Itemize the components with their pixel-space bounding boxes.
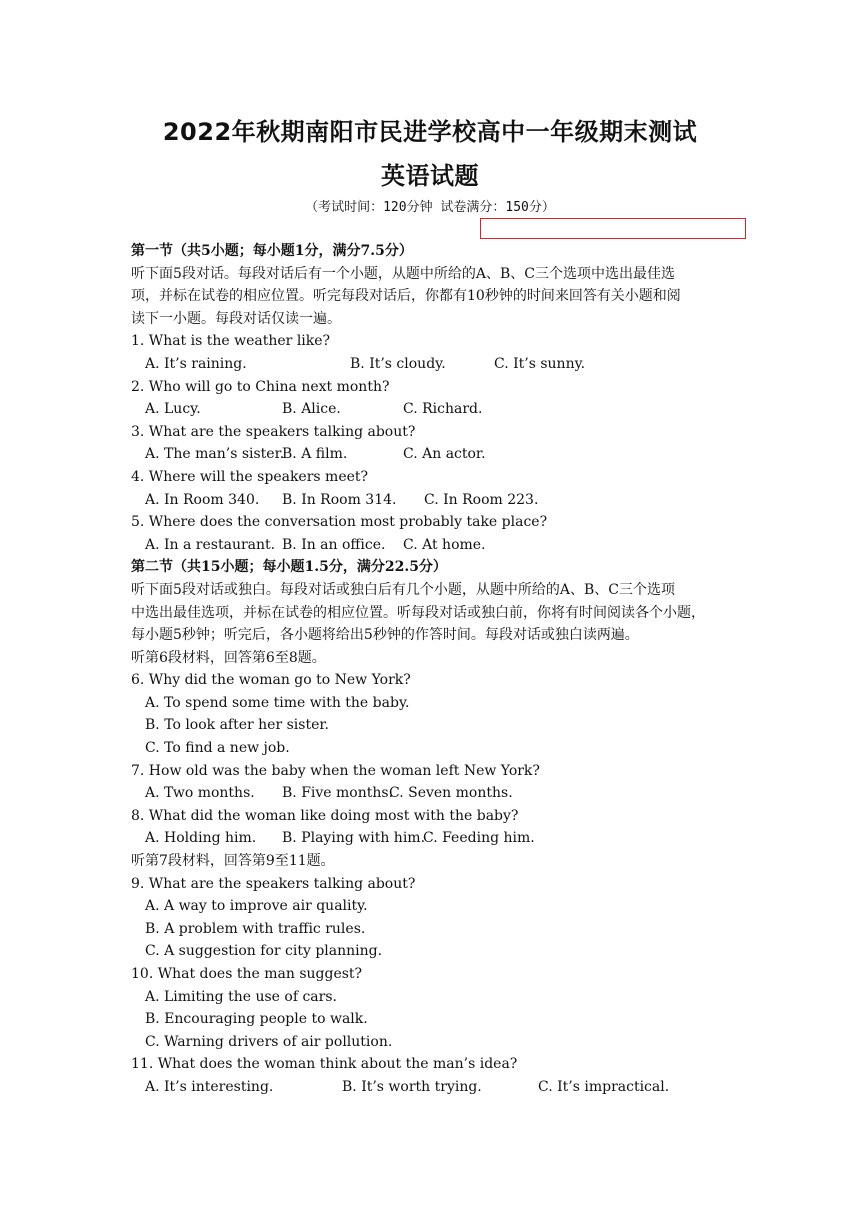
material-6-note: 听第6段材料，回答第6至8题。: [131, 649, 326, 666]
option-b: B. A problem with traffic rules.: [145, 920, 366, 937]
section2-instruction-line: 听下面5段对话或独白。每段对话或独白后有几个小题，从题中所给的A、B、C三个选项: [131, 581, 676, 598]
option-c: C. Richard.: [403, 401, 483, 418]
section1-instruction-line: 听下面5段对话。每段对话后有一个小题，从题中所给的A、B、C三个选项中选出最佳选: [131, 265, 676, 282]
question-2: 2. Who will go to China next month?: [131, 378, 390, 395]
option-c: C. An actor.: [403, 446, 486, 463]
option-c: C. It’s impractical.: [538, 1078, 670, 1095]
option-b: B. It’s worth trying.: [342, 1078, 482, 1095]
option-b: B. Playing with him.: [282, 830, 426, 847]
question-5: 5. Where does the conversation most probably take place?: [131, 514, 548, 531]
section1-heading: 第一节（共5小题；每小题1分，满分7.5分）: [131, 243, 413, 259]
section2-instruction-line: 每小题5秒钟；听完后，各小题将给出5秒钟的作答时间。每段对话或独白读两遍。: [131, 627, 639, 644]
question-7-options: [131, 782, 731, 805]
exam-title: 2022年秋期南阳市民进学校高中一年级期末测试: [162, 118, 698, 146]
question-8: 8. What did the woman like doing most with the baby?: [131, 807, 519, 824]
option-b: B. Five months.: [282, 785, 394, 802]
option-c: C. Seven months.: [389, 785, 513, 802]
option-b: B. In Room 314.: [282, 491, 397, 508]
option-a: A. To spend some time with the baby.: [145, 694, 410, 711]
question-3-options: [131, 443, 731, 466]
option-c: C. In Room 223.: [424, 491, 539, 508]
question-8-options: [131, 827, 731, 850]
option-a: A. Limiting the use of cars.: [145, 988, 337, 1005]
exam-body: [131, 240, 731, 1099]
option-a: A. It’s raining.: [145, 355, 247, 372]
option-c: C. A suggestion for city planning.: [145, 943, 383, 960]
section1-instruction-line: 项，并标在试卷的相应位置。听完每段对话后，你都有10秒钟的时间来回答有关小题和阅: [131, 288, 681, 305]
option-a: A. Two months.: [145, 785, 255, 802]
option-a: A. A way to improve air quality.: [145, 898, 368, 915]
question-11-options: [131, 1076, 731, 1099]
question-10: 10. What does the man suggest?: [131, 966, 363, 982]
option-b: B. It’s cloudy.: [350, 355, 446, 372]
option-b: B. Alice.: [282, 401, 341, 418]
option-a: A. In Room 340.: [145, 491, 260, 508]
option-a: A. Holding him.: [145, 830, 257, 847]
question-11: 11. What does the woman think about the man’s idea?: [131, 1056, 518, 1073]
option-c: C. To find a new job.: [145, 740, 290, 757]
question-3: 3. What are the speakers talking about?: [131, 423, 416, 440]
question-4-options: [131, 489, 731, 512]
question-6: 6. Why did the woman go to New York?: [131, 672, 411, 689]
question-1-options: [131, 353, 731, 376]
question-1: 1. What is the weather like?: [131, 333, 331, 350]
material-7-note: 听第7段材料，回答第9至11题。: [131, 853, 335, 870]
section1-instruction-line: 读下一小题。每段对话仅读一遍。: [131, 310, 341, 327]
option-a: A. It’s interesting.: [145, 1078, 274, 1095]
option-b: B. To look after her sister.: [145, 717, 329, 734]
highlight-box: [480, 218, 746, 239]
exam-info: （考试时间：120分钟 试卷满分：150分）: [305, 200, 555, 215]
option-b: B. Encouraging people to walk.: [145, 1011, 368, 1028]
question-9: 9. What are the speakers talking about?: [131, 875, 416, 892]
question-2-options: [131, 398, 731, 421]
option-b: B. A film.: [282, 446, 348, 463]
option-a: A. The man’s sister.: [145, 446, 285, 463]
question-4: 4. Where will the speakers meet?: [131, 468, 369, 485]
option-c: C. Warning drivers of air pollution.: [145, 1033, 393, 1050]
option-c: C. At home.: [403, 536, 486, 553]
option-a: A. In a restaurant.: [145, 536, 276, 553]
exam-subject-title: 英语试题: [381, 162, 479, 190]
question-5-options: [131, 534, 731, 557]
option-b: B. In an office.: [282, 536, 386, 553]
section2-instruction-line: 中选出最佳选项，并标在试卷的相应位置。听每段对话或独白前，你将有时间阅读各个小题，: [131, 604, 705, 621]
section2-heading: 第二节（共15小题；每小题1.5分，满分22.5分）: [131, 559, 447, 576]
option-a: A. Lucy.: [145, 401, 201, 418]
question-7: 7. How old was the baby when the woman left New York?: [131, 762, 540, 779]
option-c: C. Feeding him.: [423, 830, 535, 847]
option-c: C. It’s sunny.: [494, 355, 586, 372]
